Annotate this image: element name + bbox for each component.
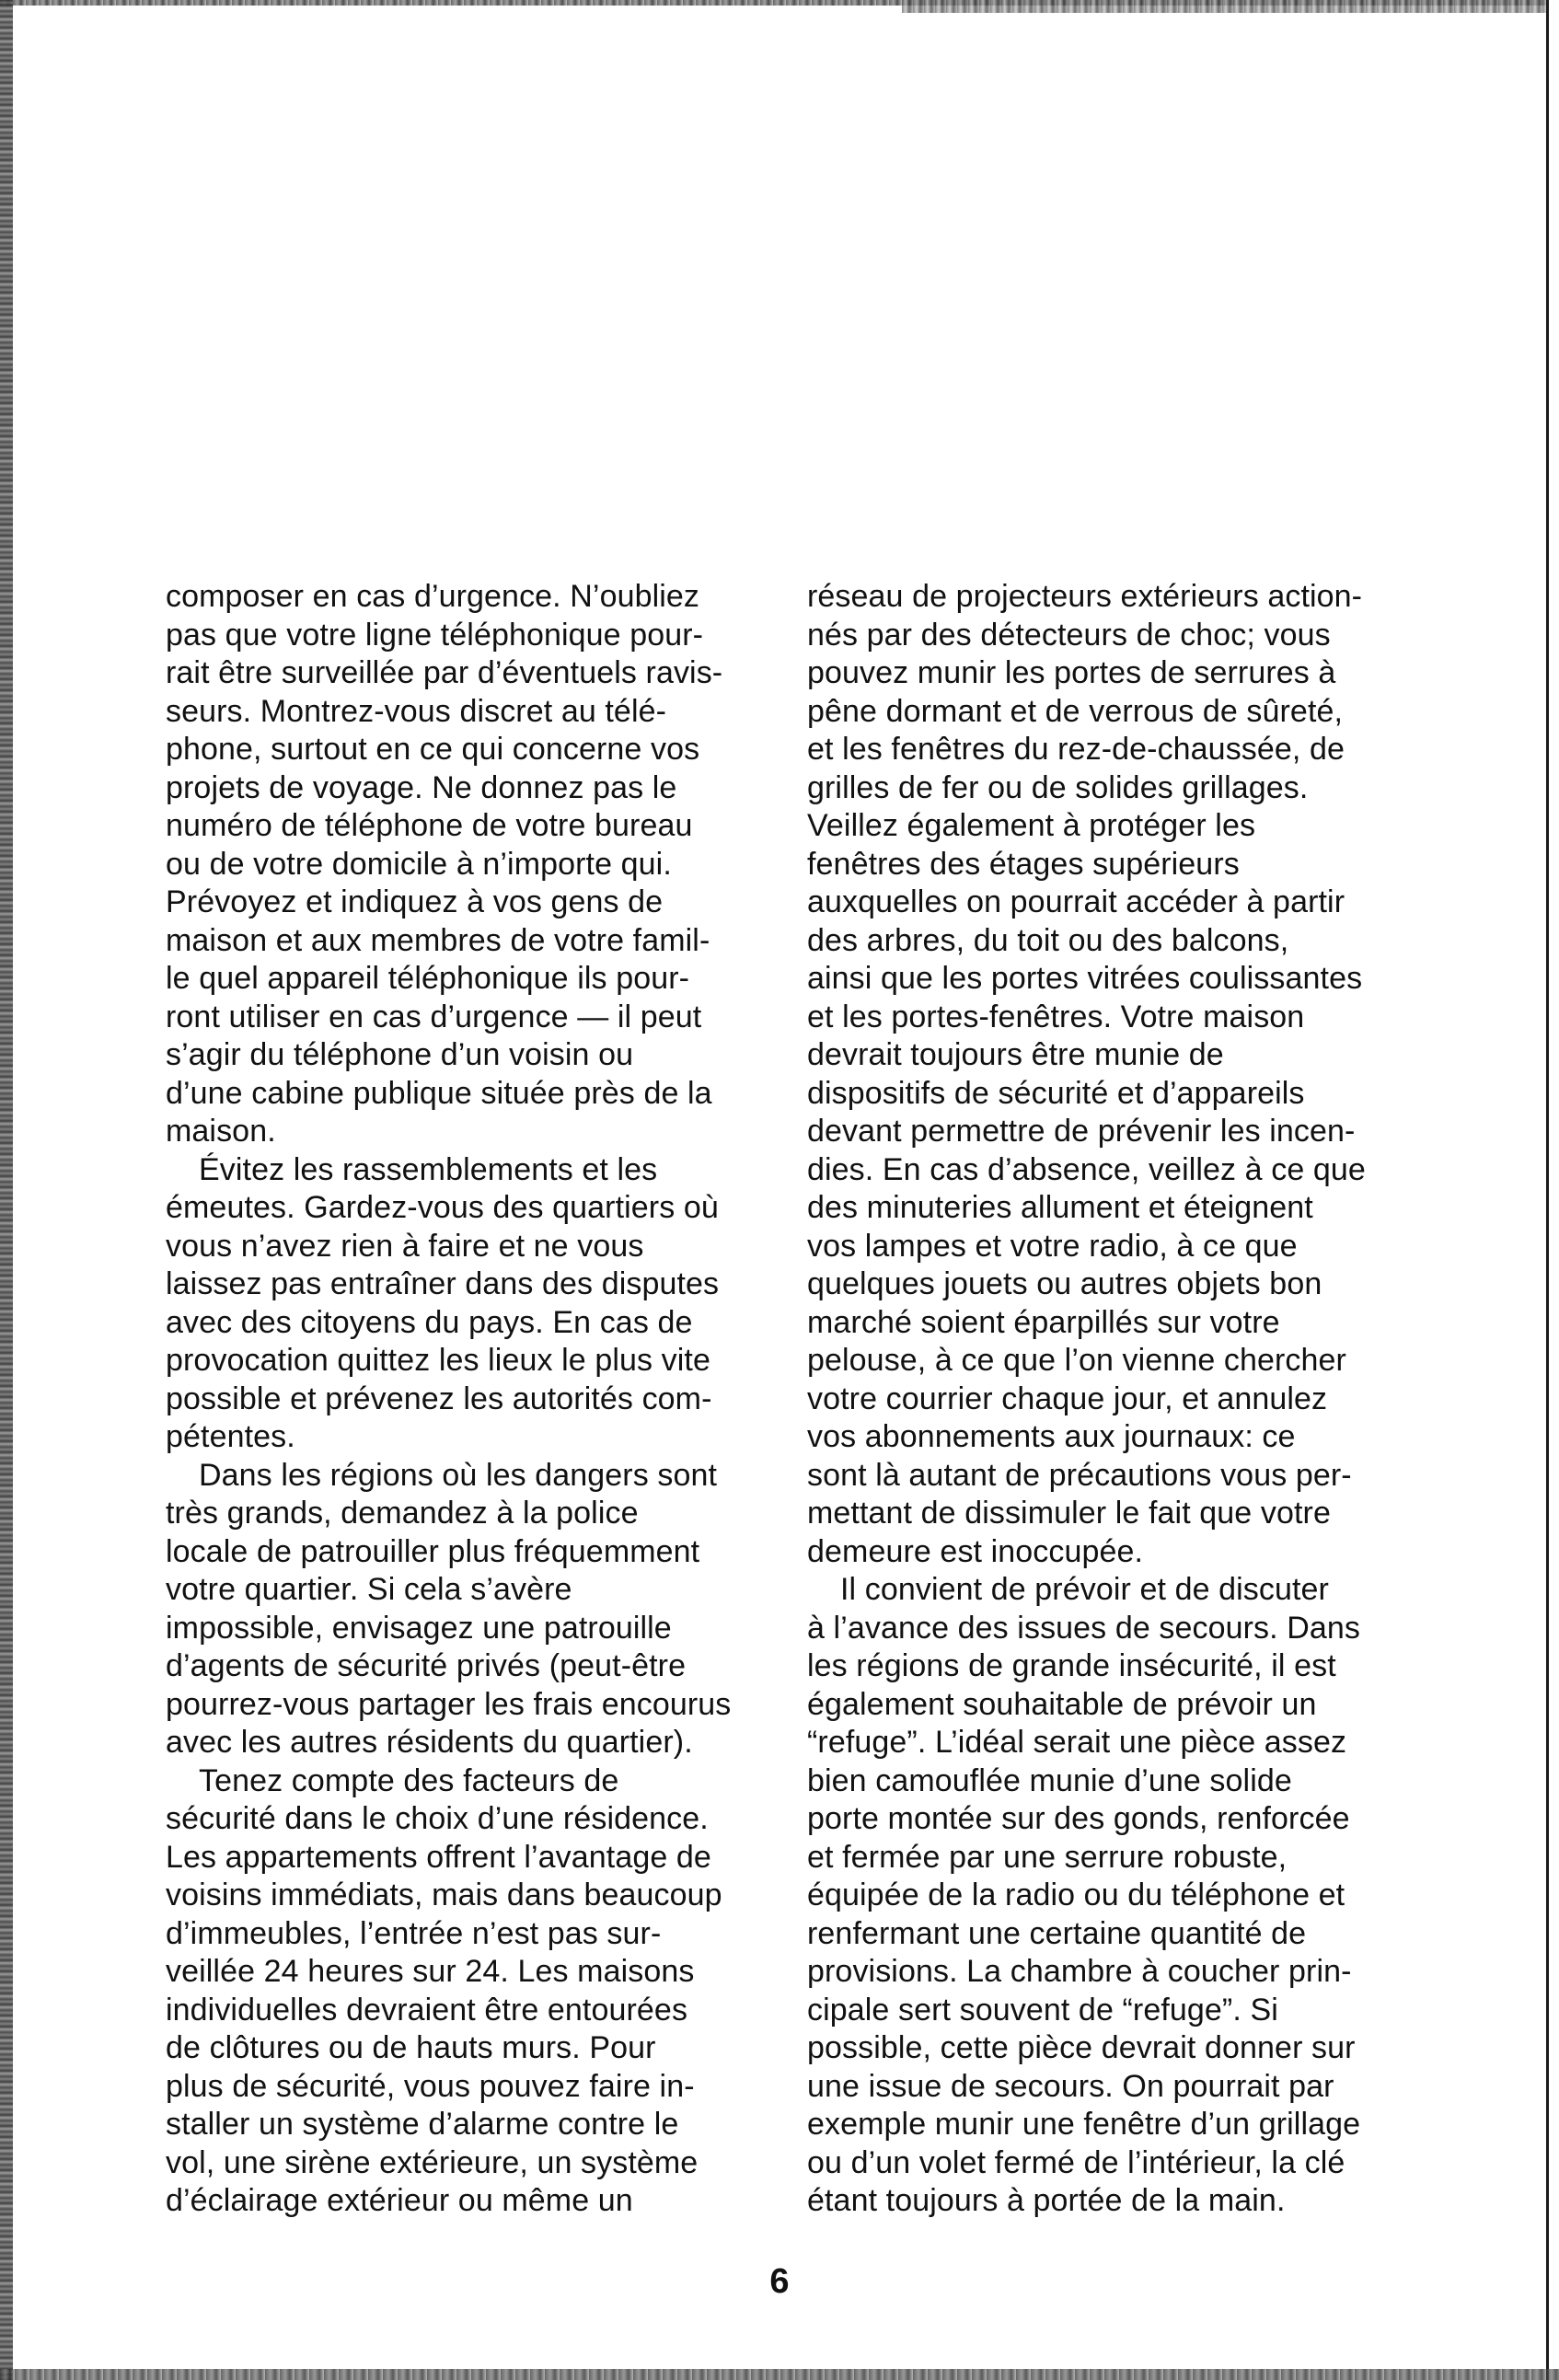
text-line: avec des citoyens du pays. En cas de — [166, 1304, 693, 1340]
text-line: porte montée sur des gonds, renforcée — [807, 1801, 1350, 1836]
text-line: équipée de la radio ou du téléphone et — [807, 1877, 1345, 1912]
text-line: Il convient de prévoir et de discuter — [840, 1572, 1329, 1607]
text-line: provisions. La chambre à coucher prin- — [807, 1954, 1352, 1989]
text-line: plus de sécurité, vous pouvez faire in- — [166, 2068, 695, 2104]
text-line: voisins immédiats, mais dans beaucoup — [166, 1877, 722, 1912]
text-line: locale de patrouiller plus fréquemment — [166, 1533, 700, 1569]
text-line: d’une cabine publique située près de la — [166, 1075, 712, 1111]
text-line: devrait toujours être munie de — [807, 1037, 1224, 1072]
text-line: Tenez compte des facteurs de — [199, 1762, 619, 1798]
text-line: d’éclairage extérieur ou même un — [166, 2183, 633, 2218]
text-line: individuelles devraient être entourées — [166, 1992, 688, 2028]
text-line: et les fenêtres du rez-de-chaussée, de — [807, 732, 1345, 767]
text-line: maison et aux membres de votre famil- — [166, 922, 710, 958]
text-line: des minuteries allument et éteignent — [807, 1190, 1313, 1225]
text-line: d’immeubles, l’entrée n’est pas sur- — [166, 1915, 662, 1951]
text-line: Prévoyez et indiquez à vos gens de — [166, 884, 664, 919]
text-line: “refuge”. L’idéal serait une pièce assez — [807, 1725, 1347, 1760]
text-line: de clôtures ou de hauts murs. Pour — [166, 2030, 656, 2065]
scan-bottom-edge — [0, 2369, 1559, 2380]
right-text-column — [807, 578, 1415, 2221]
text-line: renfermant une certaine quantité de — [807, 1915, 1307, 1951]
text-line: possible et prévenez les autorités com- — [166, 1381, 712, 1416]
text-line: auxquelles on pourrait accéder à partir — [807, 884, 1345, 919]
text-line: ainsi que les portes vitrées coulissantes — [807, 961, 1363, 996]
text-line: dies. En cas d’absence, veillez à ce que — [807, 1151, 1366, 1187]
text-line: s’agir du téléphone d’un voisin ou — [166, 1037, 634, 1072]
page-number: 6 — [769, 2262, 790, 2301]
scan-left-edge — [0, 0, 13, 2380]
text-line: vos lampes et votre radio, à ce que — [807, 1228, 1298, 1264]
text-line: une issue de secours. On pourrait par — [807, 2068, 1334, 2104]
text-line: vol, une sirène extérieure, un système — [166, 2144, 699, 2180]
text-line: pêne dormant et de verrous de sûreté, — [807, 693, 1344, 729]
text-line: dispositifs de sécurité et d’appareils — [807, 1075, 1305, 1111]
text-line: émeutes. Gardez-vous des quartiers où — [166, 1190, 719, 1225]
scan-right-edge — [1546, 0, 1559, 2380]
text-line: avec les autres résidents du quartier). — [166, 1725, 693, 1760]
text-line: réseau de projecteurs extérieurs action- — [807, 579, 1363, 614]
text-line: provocation quittez les lieux le plus vite — [166, 1343, 710, 1378]
text-line: veillée 24 heures sur 24. Les maisons — [166, 1954, 695, 1989]
text-line: votre quartier. Si cela s’avère — [166, 1572, 572, 1607]
text-line: le quel appareil téléphonique ils pour- — [166, 961, 690, 996]
text-line: possible, cette pièce devrait donner sur — [807, 2030, 1356, 2065]
text-line: devant permettre de prévenir les incen- — [807, 1114, 1356, 1149]
left-text-column — [166, 578, 764, 2221]
text-line: staller un système d’alarme contre le — [166, 2107, 679, 2142]
text-line: pourrez-vous partager les frais encourus — [166, 1686, 732, 1722]
text-line: Veillez également à protéger les — [807, 808, 1256, 843]
text-line: très grands, demandez à la police — [166, 1496, 639, 1531]
text-line: vos abonnements aux journaux: ce — [807, 1419, 1296, 1454]
text-line: bien camouflée munie d’une solide — [807, 1762, 1292, 1798]
text-line: pelouse, à ce que l’on vienne chercher — [807, 1343, 1346, 1378]
text-line: ront utiliser en cas d’urgence — il peut — [166, 999, 702, 1034]
text-line: pouvez munir les portes de serrures à — [807, 655, 1336, 690]
text-line: et fermée par une serrure robuste, — [807, 1839, 1288, 1875]
text-line: fenêtres des étages supérieurs — [807, 846, 1240, 882]
text-line: sont là autant de précautions vous per- — [807, 1457, 1352, 1493]
text-line: les régions de grande insécurité, il est — [807, 1648, 1336, 1683]
text-line: grilles de fer ou de solides grillages. — [807, 769, 1309, 805]
text-line: maison. — [166, 1114, 276, 1149]
text-line: sécurité dans le choix d’une résidence. — [166, 1801, 709, 1836]
text-line: et les portes-fenêtres. Votre maison — [807, 999, 1305, 1034]
text-line: pas que votre ligne téléphonique pour- — [166, 617, 704, 653]
text-line: ou de votre domicile à n’importe qui. — [166, 846, 672, 882]
scan-top-right-artifact — [902, 0, 1559, 13]
text-line: exemple munir une fenêtre d’un grillage — [807, 2107, 1361, 2142]
text-line: projets de voyage. Ne donnez pas le — [166, 769, 677, 805]
text-line: quelques jouets ou autres objets bon — [807, 1266, 1322, 1301]
text-line: phone, surtout en ce qui concerne vos — [166, 732, 700, 767]
text-line: à l’avance des issues de secours. Dans — [807, 1610, 1361, 1646]
text-line: demeure est inoccupée. — [807, 1533, 1144, 1569]
text-line: laissez pas entraîner dans des disputes — [166, 1266, 720, 1301]
text-line: impossible, envisagez une patrouille — [166, 1610, 672, 1646]
text-line: des arbres, du toit ou des balcons, — [807, 922, 1289, 958]
text-line: composer en cas d’urgence. N’oubliez — [166, 579, 700, 614]
text-line: nés par des détecteurs de choc; vous — [807, 617, 1331, 653]
text-line: ou d’un volet fermé de l’intérieur, la clé — [807, 2144, 1345, 2180]
text-line: également souhaitable de prévoir un — [807, 1686, 1317, 1722]
text-line: marché soient éparpillés sur votre — [807, 1304, 1280, 1340]
text-line: étant toujours à portée de la main. — [807, 2183, 1286, 2218]
text-line: d’agents de sécurité privés (peut-être — [166, 1648, 687, 1683]
text-line: rait être surveillée par d’éventuels ravis- — [166, 655, 723, 690]
text-line: numéro de téléphone de votre bureau — [166, 808, 693, 843]
text-line: vous n’avez rien à faire et ne vous — [166, 1228, 644, 1264]
text-line: Évitez les rassemblements et les — [199, 1151, 658, 1187]
text-line: votre courrier chaque jour, et annulez — [807, 1381, 1328, 1416]
text-line: Dans les régions où les dangers sont — [199, 1457, 718, 1493]
text-line: pétentes. — [166, 1419, 295, 1454]
text-line: Les appartements offrent l’avantage de — [166, 1839, 711, 1875]
text-line: mettant de dissimuler le fait que votre — [807, 1496, 1331, 1531]
text-line: cipale sert souvent de “refuge”. Si — [807, 1992, 1278, 2028]
text-line: seurs. Montrez-vous discret au télé- — [166, 693, 667, 729]
